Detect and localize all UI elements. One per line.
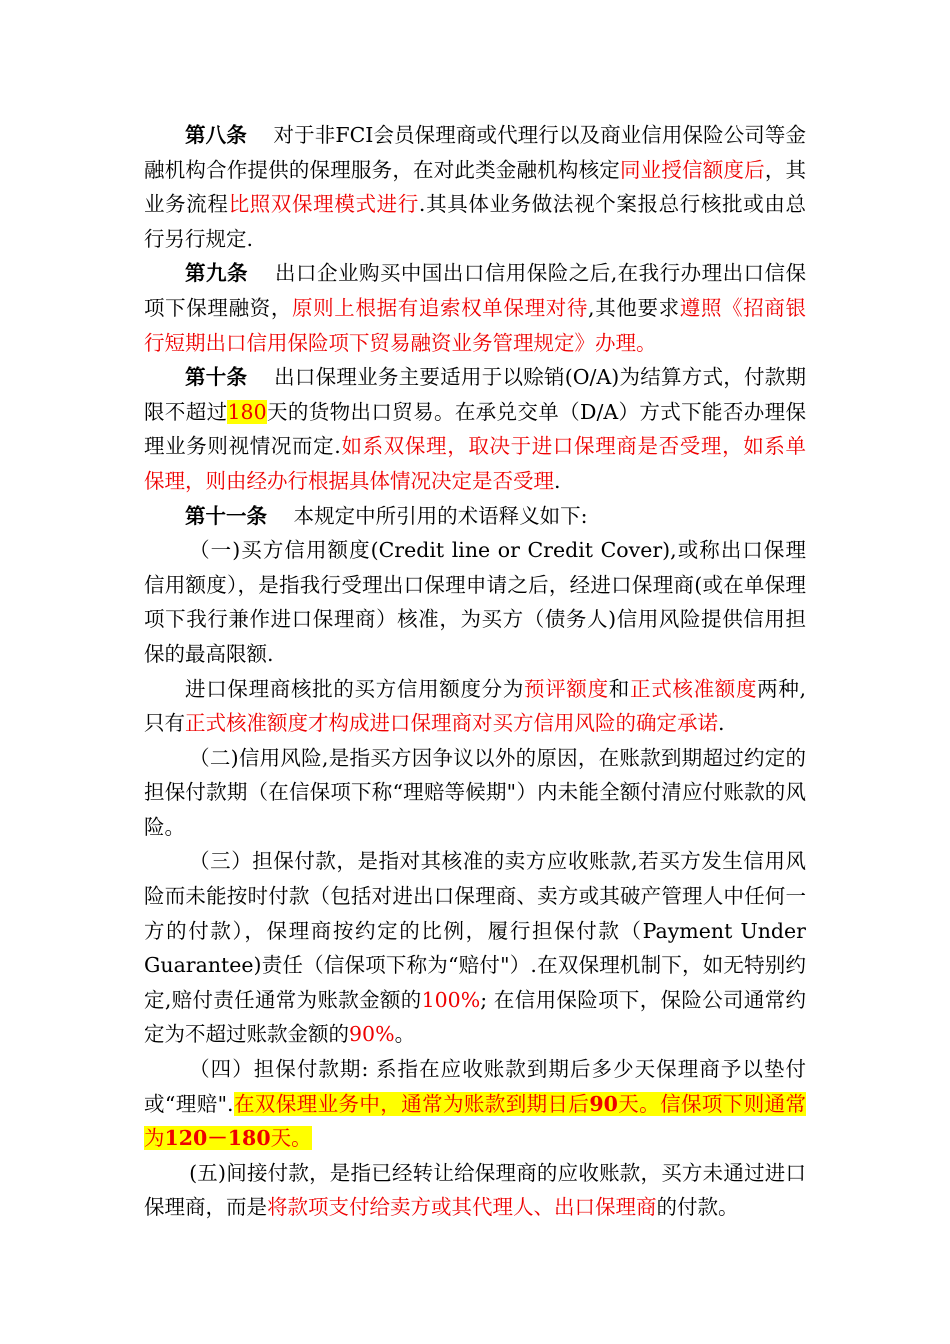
article-8-red-2: 比照双保理模式进行 (228, 192, 419, 217)
article-8-text-2: ，其业务流程 (144, 157, 807, 217)
item-3-text-1: （三）担保付款，是指对其核准的卖方应收账款,若买方发生信用风险而未能按时付款（包括对进出口保理商、卖方或其破产管理人中任何一方的付款），保理商按约定的比例，履行担保付款（Payment Under Guarantee)责任（信保项下称为“赔付"）.在双保理机制下，如无特别约定,赔付责任通常为账款金额的 (144, 849, 806, 1012)
item-5-red-1: 将款项支付给卖方或其代理人、出口保理商 (267, 1195, 657, 1220)
item-3-text-2: ; 在信用保险项下，保险公司通常约定为不超过账款金额的 (144, 987, 806, 1047)
article-9-text-1: 出口企业购买中国出口信用保险之后,在我行办理出口信保项下保理融资， (144, 261, 807, 320)
item-1b-text-2: 和 (608, 676, 630, 701)
article-9-red-1: 原则上根据有追索权单保理对待 (292, 295, 589, 320)
article-10-highlight-180: 180 (227, 399, 267, 424)
item-1b-text-1: 进口保理商核批的买方信用额度分为 (185, 676, 525, 701)
article-8-heading: 第八条 (185, 123, 247, 147)
item-2-text: （二)信用风险,是指买方因争议以外的原因，在账款到期超过约定的担保付款期（在信保项下称“理赔等候期"）内未能全额付清应付账款的风险。 (144, 745, 806, 839)
article-8-red-1: 同业授信额度后 (619, 157, 765, 182)
article-10 (144, 360, 806, 498)
article-11-text-1: 本规定中所引用的术语释义如下: (293, 503, 588, 528)
item-4-highlight-90: 90 (589, 1091, 618, 1116)
document-page (144, 118, 806, 1225)
item-1-continued (144, 672, 806, 741)
article-10-heading: 第十条 (185, 365, 248, 390)
item-4-highlight-2: 天。 (617, 1091, 661, 1116)
item-5-text-1: (五)间接付款，是指已经转让给保理商的应收账款，买方未通过进口保理商，而是 (144, 1160, 806, 1220)
item-4-highlight-4: 天。 (270, 1126, 312, 1151)
item-1b-text-3: 两种,只有 (144, 676, 807, 736)
item-4-highlight-1: 在双保理业务中，通常为账款到期日后 (233, 1091, 590, 1116)
item-1b-red-1: 预评额度 (524, 676, 609, 701)
item-4-highlight-3: 信保项下则通常为 (144, 1091, 807, 1151)
item-1-text: （一)买方信用额度(Credit line or Credit Cover),或称出口保理信用额度），是指我行受理出口保理申请之后，经进口保理商(或在单保理项下我行兼作进口保理商）核准，为买方（债务人)信用风险提供信用担保的最高限额. (144, 538, 806, 666)
item-3-text-3: 。 (394, 1022, 416, 1047)
item-2 (144, 741, 806, 845)
item-3-red-90: 90% (349, 1022, 395, 1047)
item-5 (144, 1156, 806, 1225)
article-8-text-3: .其具体业务做法视个案报总行核批或由总行另行规定. (144, 192, 807, 251)
item-1b-red-3: 正式核准额度才构成进口保理商对买方信用风险的确定承诺 (185, 711, 718, 736)
article-10-red-1: 如系双保理，取决于进口保理商是否受理，如系单保理，则由经办行根据具体情况决定是否受理 (144, 434, 806, 493)
article-8-text-1: 对于非FCI会员保理商或代理行以及商业信用保险公司等金融机构合作提供的保理服务，在对此类金融机构核定 (144, 123, 806, 182)
article-9-red-3: 。 (636, 330, 657, 355)
article-9-red-2: 遵照《招商银行短期出口信用保险项下贸易融资业务管理规定》办理 (144, 295, 807, 355)
item-4-text-1: （四）担保付款期: 系指在应收账款到期后多少天保理商予以垫付或“理赔". (144, 1057, 806, 1116)
item-4-highlight-120-180: 120－180 (164, 1126, 271, 1151)
item-1b-red-2: 正式核准额度 (630, 676, 758, 701)
article-10-text-2: 天的货物出口贸易。在承兑交单（D/A）方式下能否办理保理业务则视情况而定. (144, 399, 806, 459)
item-3-red-100: 100% (421, 987, 481, 1012)
article-11-heading: 第十一条 (185, 503, 267, 528)
article-9-text-2: ,其他要求 (588, 295, 680, 320)
article-8 (144, 118, 806, 256)
article-10-text-3: . (554, 468, 561, 493)
article-11 (144, 499, 806, 534)
item-3 (144, 844, 806, 1052)
item-5-text-2: 的付款。 (656, 1195, 739, 1220)
article-9-heading: 第九条 (185, 261, 248, 286)
article-10-text-1: 出口保理业务主要适用于以赊销(O/A)为结算方式，付款期限不超过 (144, 365, 807, 424)
article-9 (144, 256, 806, 360)
item-1b-text-4: . (718, 711, 725, 736)
item-1 (144, 533, 806, 671)
item-4 (144, 1052, 806, 1156)
